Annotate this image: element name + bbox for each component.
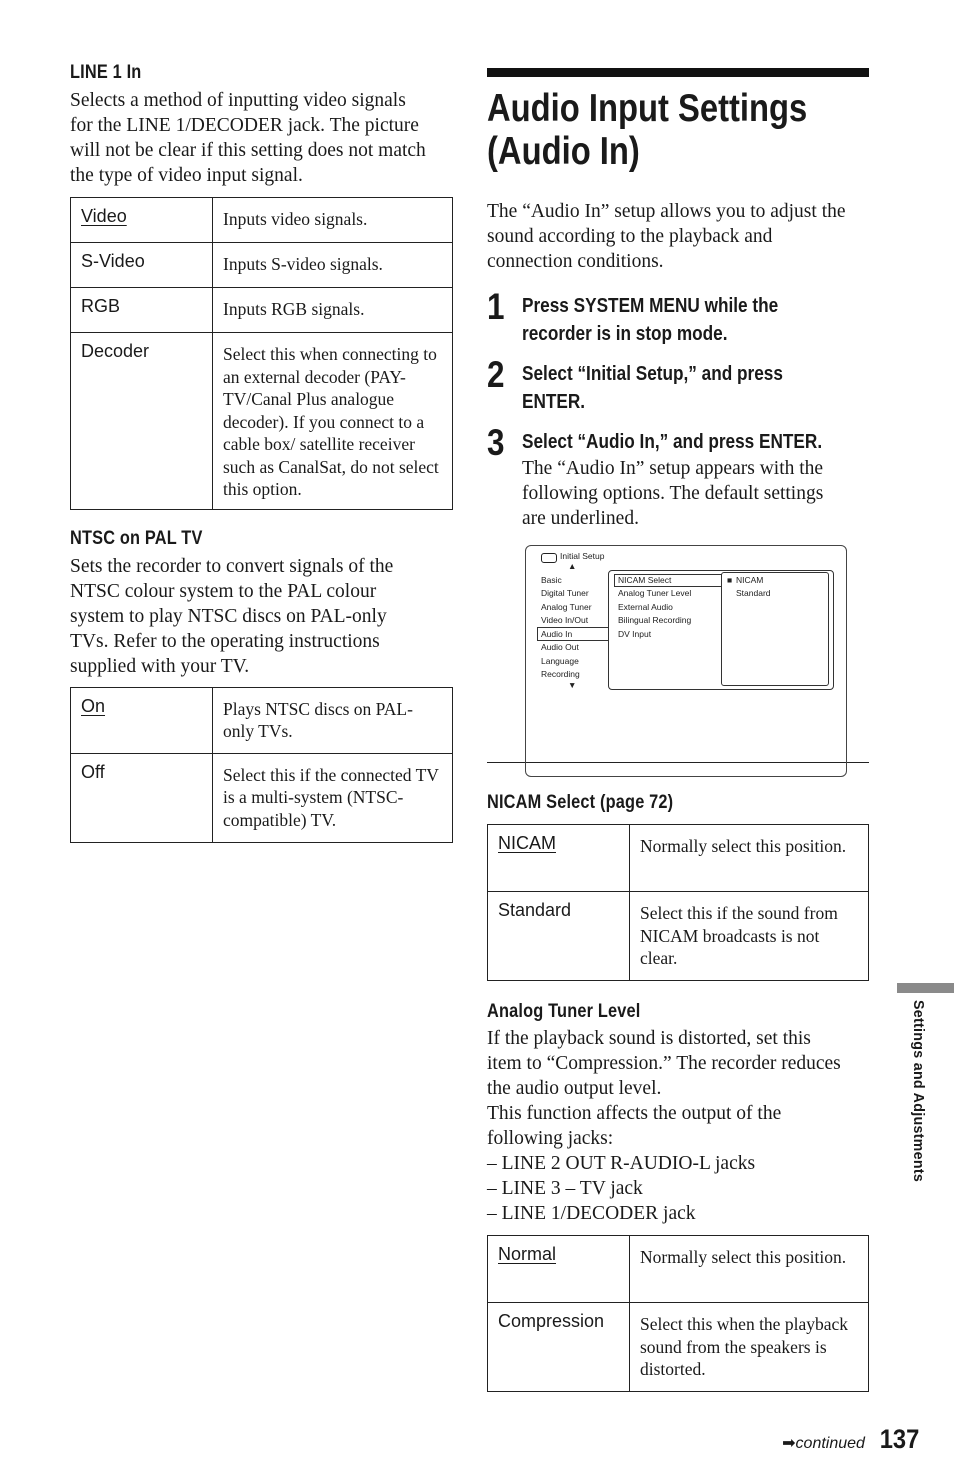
arrow-up-icon: ▲	[568, 561, 577, 571]
option-key: Decoder	[71, 333, 213, 510]
setup-icon	[541, 553, 557, 563]
text-line: will not be clear if this setting does not match	[70, 140, 426, 161]
option-value: Select this when connecting to an external decoder (PAY-TV/Canal Plus analogue decoder). If you connect to a cable box/ satellite receiver such as CanalSat, do not select this option.	[213, 333, 453, 510]
text-line: If the playback sound is distorted, set this	[487, 1028, 811, 1049]
menu-item-digital-tuner: Digital Tuner	[541, 588, 589, 598]
page-title	[487, 87, 808, 173]
text-line: supplied with your TV.	[70, 655, 250, 677]
text-line: TVs. Refer to the operating instructions	[70, 630, 380, 652]
table-row	[488, 1236, 869, 1303]
option-value: Select this if the sound from NICAM broadcasts is not clear.	[630, 892, 869, 981]
option-value: Inputs S-video signals.	[213, 243, 453, 288]
menu-item-recording: Recording	[541, 669, 580, 679]
ntsc-heading: NTSC on PAL TV	[70, 527, 203, 549]
analog-options-table	[487, 1235, 869, 1392]
ntsc-description	[70, 554, 453, 679]
option-dv-input: DV Input	[618, 629, 652, 639]
text-line: Sets the recorder to convert signals of the	[70, 555, 394, 577]
option-key: Normal	[488, 1236, 630, 1303]
text-line: – LINE 3 – TV jack	[487, 1178, 643, 1199]
option-key: S-Video	[71, 243, 213, 288]
option-bilingual-recording: Bilingual Recording	[618, 615, 692, 625]
text-line: system to play NTSC discs on PAL-only	[70, 605, 387, 627]
step-3	[487, 422, 869, 531]
section-tab-marker	[897, 983, 954, 993]
title-line: (Audio In)	[487, 130, 640, 173]
option-value: Normally select this position.	[630, 825, 869, 892]
option-value: Inputs video signals.	[213, 198, 453, 243]
value-nicam: NICAM	[736, 575, 764, 585]
step-title-line: ENTER.	[522, 391, 586, 413]
menu-item-audio-out: Audio Out	[541, 642, 579, 652]
table-row	[71, 243, 453, 288]
menu-item-video-in-out: Video In/Out	[541, 615, 589, 625]
text-line: – LINE 1/DECODER jack	[487, 1203, 696, 1224]
line1-heading: LINE 1 In	[70, 62, 142, 83]
analog-description	[487, 1026, 869, 1226]
step-1	[487, 286, 869, 348]
table-row	[71, 333, 453, 510]
menu-item-language: Language	[541, 656, 579, 666]
option-key: NICAM	[488, 825, 630, 892]
screen-header: Initial Setup	[560, 551, 605, 561]
continued-indicator	[782, 1433, 865, 1453]
option-value: Normally select this position.	[630, 1236, 869, 1303]
nicam-options-table	[487, 824, 869, 981]
table-row	[488, 1303, 869, 1392]
option-value: Select this when the playback sound from the speakers is distorted.	[630, 1303, 869, 1392]
continued-label: continued	[795, 1435, 865, 1452]
step-number: 1	[487, 286, 505, 327]
table-row	[71, 753, 453, 842]
table-row	[71, 288, 453, 333]
text-line: Selects a method of inputting video signals	[70, 90, 406, 111]
text-line: following jacks:	[487, 1128, 614, 1149]
text-line: – LINE 2 OUT R-AUDIO-L jacks	[487, 1153, 756, 1174]
step-number: 2	[487, 354, 505, 395]
text-line: The “Audio In” setup allows you to adjust the	[487, 201, 846, 222]
option-key: RGB	[71, 288, 213, 333]
table-row	[71, 198, 453, 243]
left-column	[70, 62, 453, 843]
menu-item-audio-in: Audio In	[541, 629, 573, 639]
step-title-line: Select “Audio In,” and press ENTER.	[522, 431, 823, 453]
table-row	[71, 687, 453, 753]
text-line: the type of video input signal.	[70, 165, 303, 186]
step-title-line: recorder is in stop mode.	[522, 323, 728, 345]
title-line: Audio Input Settings	[487, 87, 808, 130]
value-standard: Standard	[736, 588, 771, 598]
menu-item-basic: Basic	[541, 575, 562, 585]
setup-screen-illustration	[525, 545, 847, 741]
intro-text	[487, 199, 869, 274]
option-analog-tuner-level: Analog Tuner Level	[618, 588, 692, 598]
analog-heading: Analog Tuner Level	[487, 1001, 641, 1022]
text-line: item to “Compression.” The recorder reduces	[487, 1053, 841, 1074]
step-2	[487, 354, 869, 416]
option-value: Inputs RGB signals.	[213, 288, 453, 333]
step-body-line: The “Audio In” setup appears with the	[522, 458, 824, 479]
option-key: On	[71, 687, 213, 753]
text-line: the audio output level.	[487, 1078, 662, 1099]
page-number: 137	[879, 1424, 920, 1454]
text-line: for the LINE 1/DECODER jack. The picture	[70, 115, 419, 136]
table-row	[488, 892, 869, 981]
section-side-label: Settings and Adjustments	[910, 1000, 927, 1183]
arrow-down-icon: ▼	[568, 680, 577, 690]
option-key: Video	[71, 198, 213, 243]
option-value: Select this if the connected TV is a multi-system (NTSC-compatible) TV.	[213, 753, 453, 842]
option-key: Compression	[488, 1303, 630, 1392]
text-line: NTSC colour system to the PAL colour	[70, 580, 377, 602]
step-number: 3	[487, 422, 505, 463]
step-title-line: Select “Initial Setup,” and press	[522, 363, 783, 385]
ntsc-options-table	[70, 687, 453, 843]
step-body-line: following options. The default settings	[522, 483, 824, 504]
step-body-line: are underlined.	[522, 508, 639, 529]
option-key: Off	[71, 753, 213, 842]
line1-description	[70, 88, 453, 188]
option-nicam-select: NICAM Select	[618, 575, 672, 585]
text-line: sound according to the playback and	[487, 226, 773, 247]
menu-item-analog-tuner: Analog Tuner	[541, 602, 592, 612]
option-key: Standard	[488, 892, 630, 981]
title-rule	[487, 68, 869, 77]
text-line: This function affects the output of the	[487, 1103, 782, 1124]
step-title-line: Press SYSTEM MENU while the	[522, 295, 779, 317]
option-external-audio: External Audio	[618, 602, 673, 612]
page-footer	[782, 1424, 922, 1455]
selected-square-icon: ■	[727, 575, 733, 585]
right-column	[487, 68, 869, 1392]
option-value: Plays NTSC discs on PAL-only TVs.	[213, 687, 453, 753]
nicam-heading: NICAM Select (page 72)	[487, 792, 674, 813]
arrow-right-icon: ➡	[782, 1435, 796, 1452]
text-line: connection conditions.	[487, 251, 664, 272]
line1-options-table	[70, 197, 453, 510]
table-row	[488, 825, 869, 892]
